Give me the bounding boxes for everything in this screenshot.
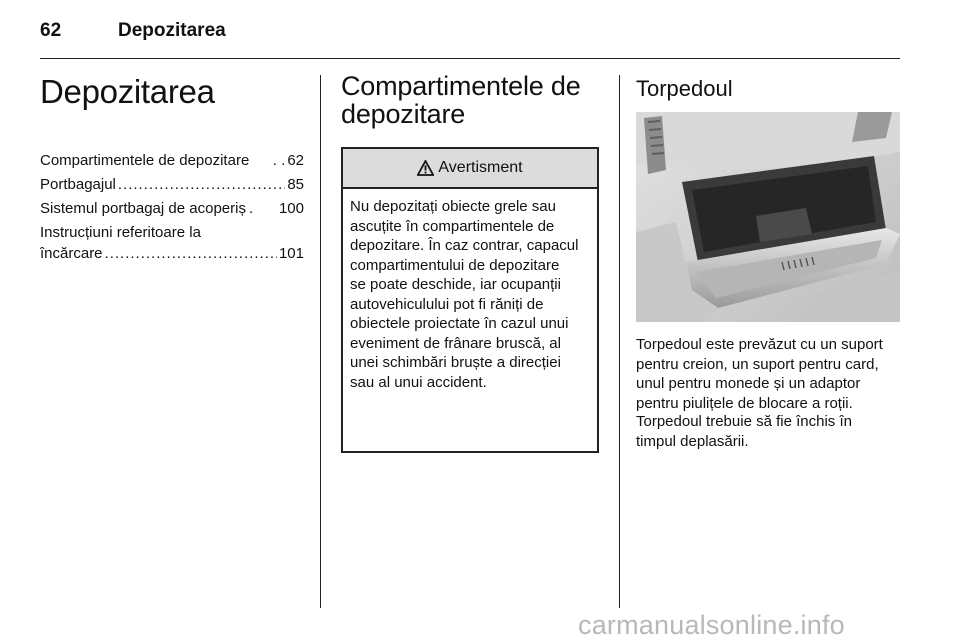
- toc-leader: .: [248, 200, 254, 217]
- glovebox-photo: [636, 112, 900, 322]
- paragraph-line: Torpedoul trebuie să fie închis în: [636, 413, 852, 430]
- warning-line: eveniment de frânare bruscă, al: [350, 334, 561, 352]
- toc-leader: . .: [272, 152, 286, 169]
- paragraph-line: pentru piulițele de blocare a roții.: [636, 394, 853, 412]
- toc-entry-title-cont: încărcare: [40, 245, 103, 262]
- column-divider-2: [619, 75, 620, 608]
- warning-line: unei schimbări bruște a direcției: [350, 354, 561, 371]
- toc-entry-page: 85: [287, 176, 304, 193]
- paragraph-line: timpul deplasării.: [636, 432, 749, 450]
- toc-entry[interactable]: [40, 174, 304, 195]
- warning-line: compartimentului de depozitare: [350, 256, 560, 274]
- column-divider-1: [320, 75, 321, 608]
- warning-header: [343, 149, 597, 189]
- toc-entry-title: Sistemul portbagaj de acoperiș: [40, 200, 246, 217]
- toc-entry-title: Portbagajul: [40, 176, 116, 193]
- warning-line: ascuțite în compartimentele de: [350, 217, 555, 235]
- warning-box: [341, 147, 599, 453]
- table-of-contents: [40, 150, 304, 264]
- paragraph-line: Torpedoul este prevăzut cu un suport: [636, 336, 883, 353]
- warning-line: Nu depozitați obiecte grele sau: [350, 198, 556, 215]
- warning-text: [343, 189, 597, 392]
- chapter-title: Depozitarea: [40, 73, 215, 110]
- paragraph-line: pentru creion, un suport pentru card,: [636, 355, 879, 373]
- warning-line: depozitare. În caz contrar, capacul: [350, 237, 579, 254]
- section-title: [341, 72, 603, 128]
- toc-entry-title: Compartimentele de depozitare: [40, 152, 250, 169]
- section-title-line: depozitare: [341, 99, 466, 129]
- paragraph-line: unul pentru monede și un adaptor: [636, 375, 861, 392]
- toc-leader: [105, 243, 277, 264]
- warning-triangle-icon: [417, 160, 434, 176]
- page-number: 62: [40, 20, 62, 41]
- warning-line: se poate deschide, iar ocupanții: [350, 276, 561, 293]
- toc-entry[interactable]: [40, 222, 304, 264]
- toc-entry-title: Instrucțiuni referitoare la: [40, 224, 201, 241]
- warning-heading: Avertisment: [438, 159, 523, 176]
- header-rule: [40, 58, 900, 59]
- glovebox-description: [636, 335, 904, 413]
- storage-compartments-column: [341, 71, 603, 391]
- watermark: carmanualsonline.info: [578, 610, 845, 640]
- glovebox-column: [636, 72, 904, 450]
- header-section-title: Depozitarea: [118, 20, 226, 41]
- toc-leader: [118, 174, 285, 195]
- toc-entry-page: 101: [278, 245, 304, 262]
- section-title: Torpedoul: [636, 76, 733, 101]
- chapter-contents-column: [40, 72, 304, 267]
- glovebox-instruction: [636, 412, 904, 451]
- section-title-line: Compartimentele de: [341, 71, 581, 101]
- toc-entry-page: 62: [287, 152, 304, 169]
- toc-entry[interactable]: [40, 150, 304, 171]
- toc-entry-page: 100: [278, 200, 304, 217]
- warning-line: autovehiculului pot fi răniți de: [350, 295, 544, 313]
- warning-line: obiectele proiectate în cazul unui: [350, 315, 569, 332]
- warning-line: sau al unui accident.: [350, 373, 487, 391]
- toc-entry[interactable]: [40, 198, 304, 219]
- page-header: [40, 18, 900, 60]
